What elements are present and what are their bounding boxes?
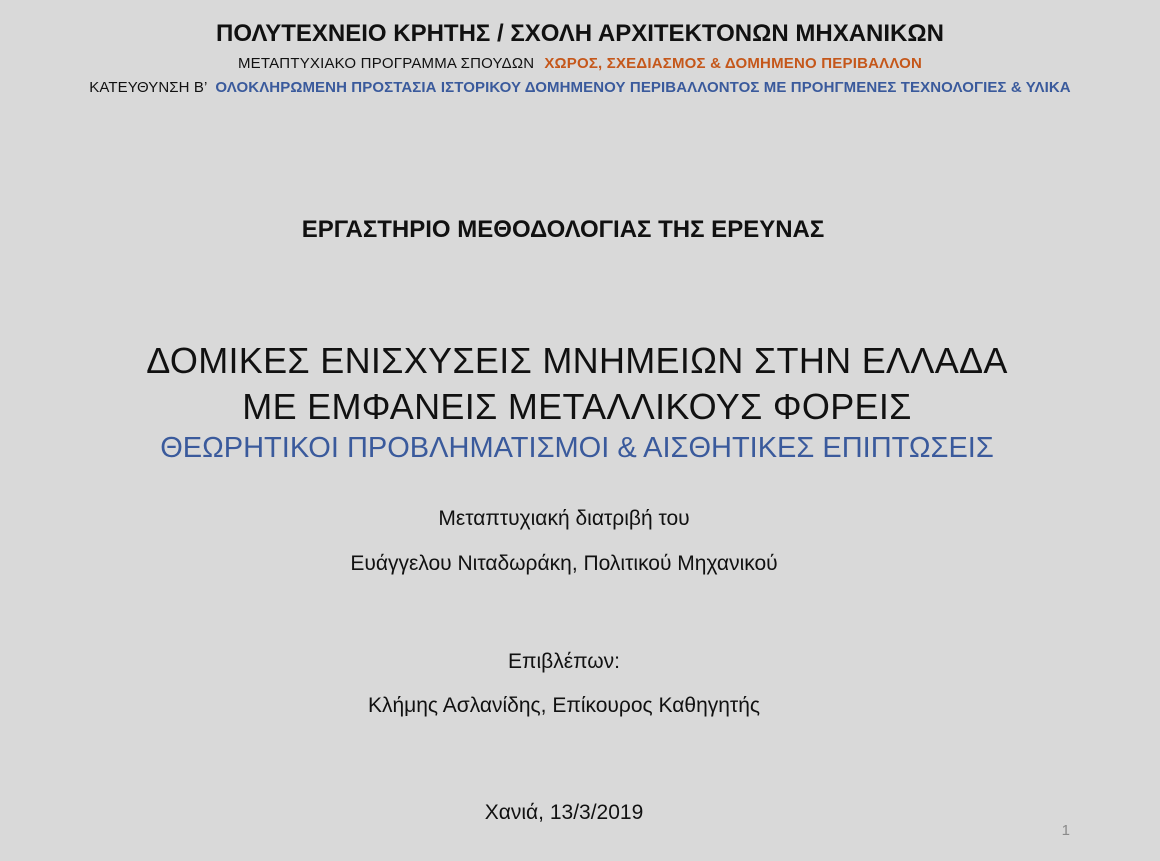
thesis-author: Ευάγγελου Νιταδωράκη, Πολιτικού Μηχανικού — [350, 552, 778, 575]
program-name: ΧΩΡΟΣ, ΣΧΕΔΙΑΣΜΟΣ & ΔΟΜΗΜΕΝΟ ΠΕΡΙΒΑΛΛΟΝ — [544, 55, 923, 72]
direction-name: ΟΛΟΚΛΗΡΩΜΕΝΗ ΠΡΟΣΤΑΣΙΑ ΙΣΤΟΡΙΚΟΥ ΔΟΜΗΜΕΝΟΥ ΠΕΡΙΒΑΛΛΟΝΤΟΣ ΜΕ ΠΡΟΗΓΜΕΝΕΣ ΤΕΧΝΟΛΟΓΙΕΣ & ΥΛΙΚΑ — [215, 79, 1071, 96]
page-number: 1 — [1061, 822, 1070, 839]
thesis-type: Μεταπτυχιακή διατριβή του — [438, 507, 690, 530]
university-heading: ΠΟΛΥΤΕΧΝΕΙΟ ΚΡΗΤΗΣ / ΣΧΟΛΗ ΑΡΧΙΤΕΚΤΟΝΩΝ ΜΗΧΑΝΙΚΩΝ — [216, 20, 944, 47]
supervisor-label: Επιβλέπων: — [507, 650, 621, 673]
thesis-title-line-1: ΔΟΜΙΚΕΣ ΕΝΙΣΧΥΣΕΙΣ ΜΝΗΜΕΙΩΝ ΣΤΗΝ ΕΛΛΑΔΑ — [146, 340, 1008, 381]
place-date: Χανιά, 13/3/2019 — [484, 801, 644, 824]
thesis-subtitle: ΘΕΩΡΗΤΙΚΟΙ ΠΡΟΒΛΗΜΑΤΙΣΜΟΙ & ΑΙΣΘΗΤΙΚΕΣ ΕΠΙΠΤΩΣΕΙΣ — [160, 432, 994, 464]
thesis-title-line-2: ΜΕ ΕΜΦΑΝΕΙΣ ΜΕΤΑΛΛΙΚΟΥΣ ΦΟΡΕΙΣ — [242, 386, 912, 427]
supervisor-name: Κλήμης Ασλανίδης, Επίκουρος Καθηγητής — [367, 694, 761, 717]
direction-label: ΚΑΤΕΥΘΥΝΣΗ Β’ — [89, 79, 208, 96]
lab-heading: ΕΡΓΑΣΤΗΡΙΟ ΜΕΘΟΔΟΛΟΓΙΑΣ ΤΗΣ ΕΡΕΥΝΑΣ — [301, 216, 825, 243]
program-label: ΜΕΤΑΠΤΥΧΙΑΚΟ ΠΡΟΓΡΑΜΜΑ ΣΠΟΥΔΩΝ — [237, 55, 535, 72]
program-line — [0, 55, 1160, 72]
direction-line — [0, 79, 1160, 96]
